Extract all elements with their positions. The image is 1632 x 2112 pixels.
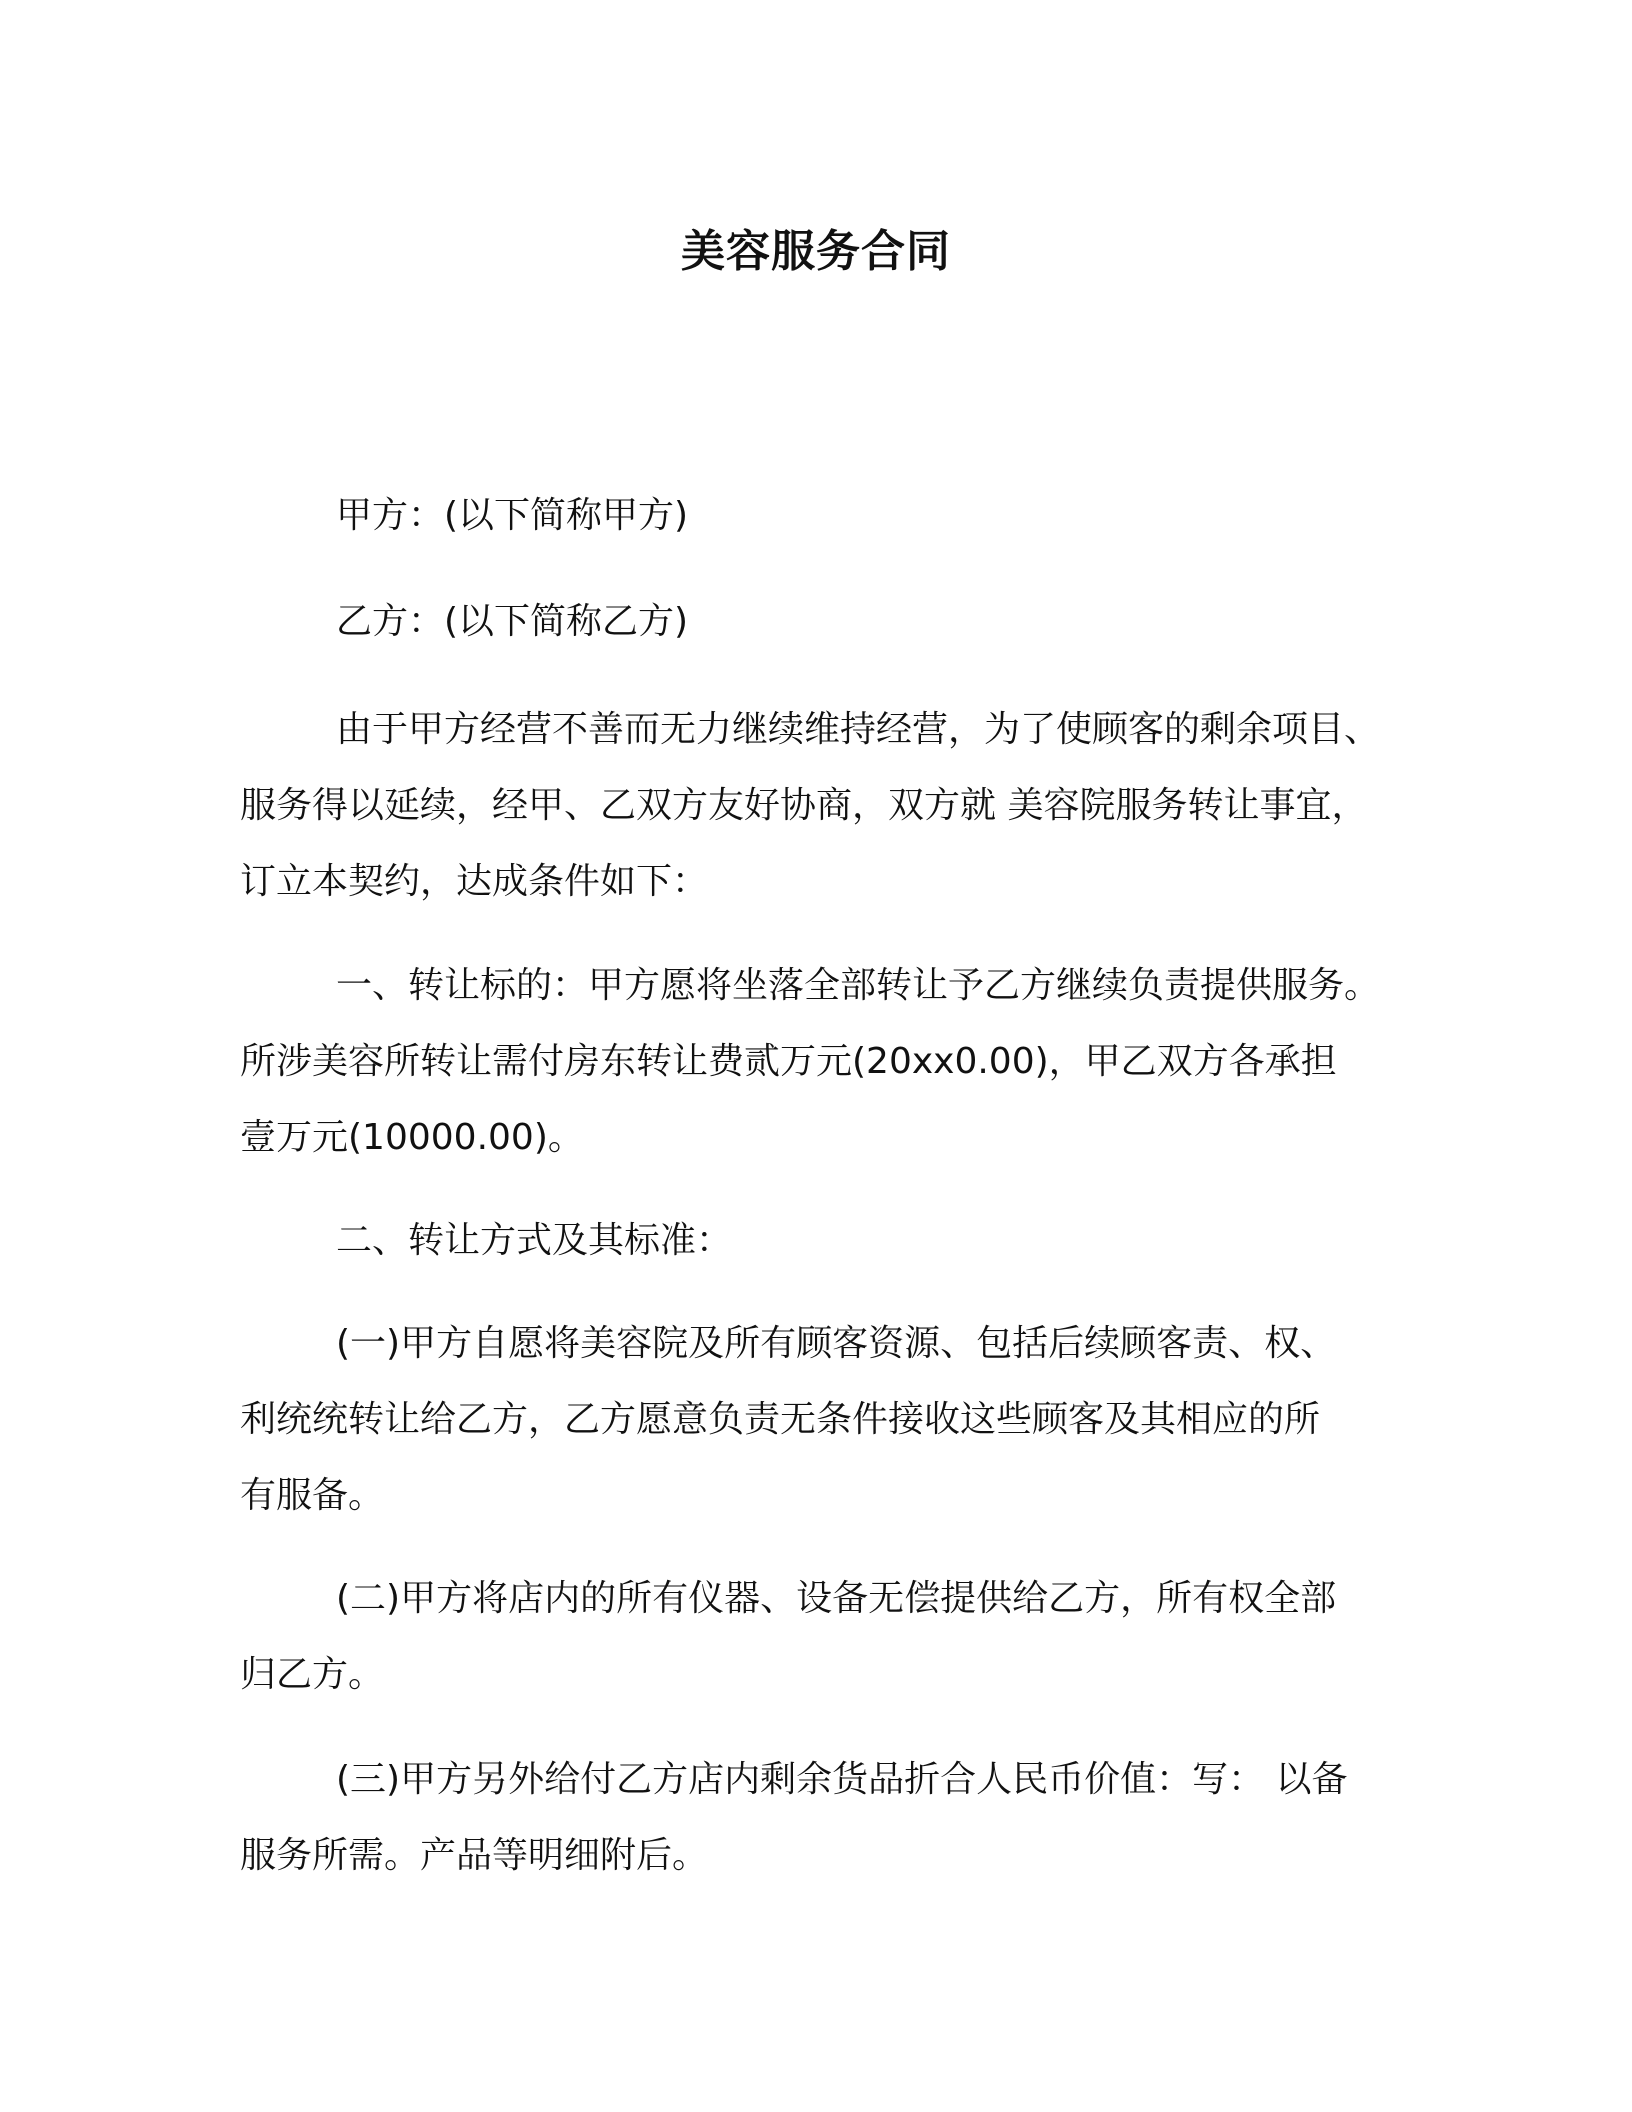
item-3-line-1: (三)甲方另外给付乙方店内剩余货品折合人民币价值：写： 以备 <box>336 1759 1348 1800</box>
item-1-line-3: 有服备。 <box>240 1475 385 1516</box>
item-1-line-1: (一)甲方自愿将美容院及所有顾客资源、包括后续顾客责、权、 <box>336 1323 1337 1364</box>
item-3-line-2: 服务所需。产品等明细附后。 <box>240 1835 709 1876</box>
party-a-line <box>240 478 1400 554</box>
item-3-paragraph <box>240 1742 1400 1894</box>
clause-1-line-2: 所涉美容所转让需付房东转让费贰万元(20xx0.00)，甲乙双方各承担 <box>240 1041 1337 1082</box>
clause-2-heading: 二、转让方式及其标准： <box>336 1220 733 1261</box>
party-a-text: 甲方：(以下简称甲方) <box>336 495 689 536</box>
intro-line-3: 订立本契约，达成条件如下： <box>240 861 709 902</box>
item-2-line-1: (二)甲方将店内的所有仪器、设备无偿提供给乙方，所有权全部 <box>336 1578 1337 1619</box>
item-2-line-2: 归乙方。 <box>240 1654 385 1695</box>
party-b-text: 乙方：(以下简称乙方) <box>336 601 689 642</box>
clause-1-line-1: 一、转让标的：甲方愿将坐落全部转让予乙方继续负责提供服务。 <box>336 965 1381 1006</box>
intro-paragraph <box>240 692 1400 920</box>
clause-1-line-3: 壹万元(10000.00)。 <box>240 1117 584 1158</box>
item-1-paragraph <box>240 1306 1400 1534</box>
document-title: 美容服务合同 <box>681 226 951 277</box>
item-1-line-2: 利统统转让给乙方，乙方愿意负责无条件接收这些顾客及其相应的所 <box>240 1399 1321 1440</box>
party-b-line <box>240 584 1400 660</box>
clause-1-paragraph <box>240 948 1400 1176</box>
intro-line-1: 由于甲方经营不善而无力继续维持经营，为了使顾客的剩余项目、 <box>336 709 1381 750</box>
item-2-paragraph <box>240 1561 1400 1713</box>
clause-2-heading-paragraph <box>240 1203 1400 1279</box>
intro-line-2: 服务得以延续，经甲、乙双方友好协商，双方就 美容院服务转让事宜， <box>240 785 1368 826</box>
